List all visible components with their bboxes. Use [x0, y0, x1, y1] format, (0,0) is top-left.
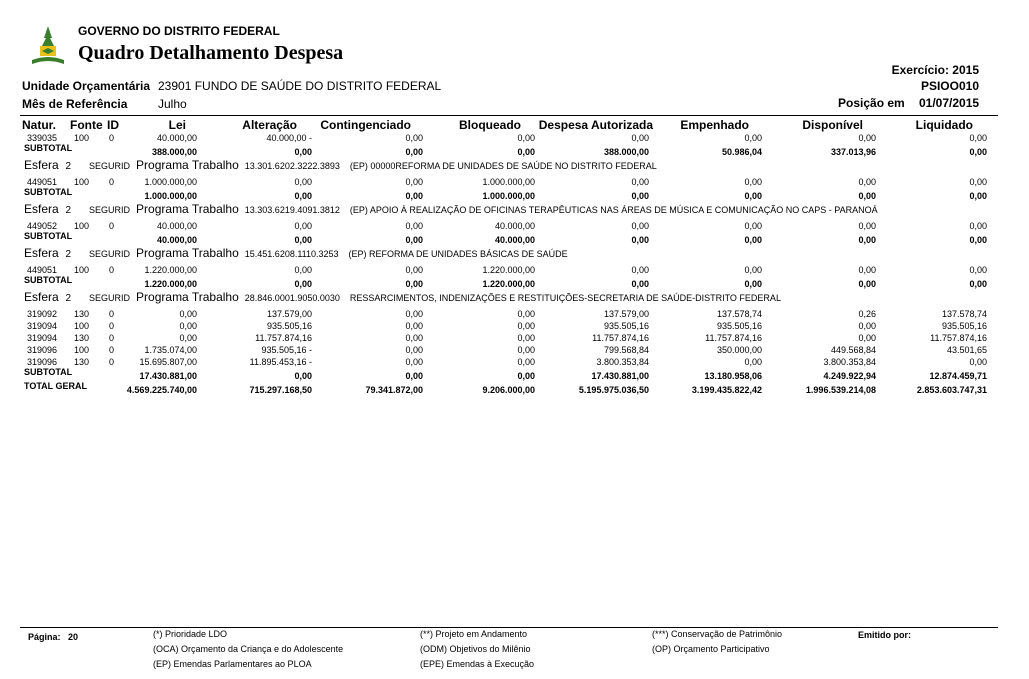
value-cell: 0,00	[858, 333, 876, 343]
value-cell: 0,00	[969, 357, 987, 367]
natur-cell: 319096	[27, 357, 58, 367]
fonte-cell: 100	[74, 321, 90, 331]
id-cell: 0	[109, 221, 115, 231]
posicao-value: 01/07/2015	[919, 96, 980, 110]
value-cell: 350.000,00	[716, 345, 762, 355]
fonte-cell: 130	[74, 333, 90, 343]
total-value: 2.853.603.747,31	[916, 385, 987, 395]
subtotal-value: 0,00	[631, 191, 649, 201]
value-cell: 0,00	[405, 133, 423, 143]
legend-item: (OCA) Orçamento da Criança e do Adolescente	[153, 644, 344, 654]
value-cell: 0,00	[517, 321, 535, 331]
value-cell: 0,00	[631, 177, 649, 187]
value-cell: 0,00	[405, 357, 423, 367]
value-cell: 0,00	[858, 321, 876, 331]
natur-cell: 449052	[27, 221, 58, 231]
value-cell: 137.579,00	[603, 309, 649, 319]
legend-item: (EPE) Emendas à Execução	[420, 659, 535, 669]
subtotal-value: 17.430.881,00	[139, 371, 197, 381]
subtotal-value: 0,00	[969, 147, 987, 157]
subtotal-value: 0,00	[294, 235, 312, 245]
legend-item: (*) Prioridade LDO	[153, 629, 228, 639]
value-cell: 137.578,74	[716, 309, 762, 319]
subtotal-value: 13.180.958,06	[704, 371, 762, 381]
value-cell: 1.000.000,00	[482, 177, 535, 187]
value-cell: 935.505,16	[941, 321, 987, 331]
subtotal-value: 388.000,00	[151, 147, 197, 157]
value-cell: 0,00	[969, 177, 987, 187]
esfera-label: Esfera	[24, 246, 59, 260]
esfera-num: 2	[62, 293, 72, 304]
subtotal-label: SUBTOTAL	[24, 275, 73, 285]
id-cell: 0	[109, 357, 115, 367]
value-cell: 0,00	[405, 333, 423, 343]
subtotal-value: 0,00	[858, 279, 876, 289]
natur-cell: 319094	[27, 321, 58, 331]
value-cell: 40.000,00	[156, 221, 197, 231]
subtotal-label: SUBTOTAL	[24, 231, 73, 241]
subtotal-value: 0,00	[969, 279, 987, 289]
fonte-cell: 130	[74, 309, 90, 319]
gdf-logo	[30, 24, 66, 68]
subtotal-value: 0,00	[294, 191, 312, 201]
subtotal-value: 4.249.922,94	[823, 371, 876, 381]
subtotal-value: 0,00	[969, 235, 987, 245]
value-cell: 11.757.874,16	[705, 333, 762, 343]
subtotal-value: 388.000,00	[603, 147, 649, 157]
natur-cell: 449051	[27, 265, 58, 275]
legend-item: (***) Conservação de Patrimônio	[652, 629, 783, 639]
programa-desc: (EP) REFORMA DE UNIDADES BÁSICAS DE SAÚDE	[348, 249, 568, 259]
value-cell: 0,00	[744, 177, 762, 187]
total-value: 9.206.000,00	[482, 385, 535, 395]
total-value: 3.199.435.822,42	[691, 385, 762, 395]
esfera-row	[24, 202, 878, 216]
value-cell: 0,00	[744, 357, 762, 367]
column-header: Lei	[168, 118, 186, 132]
value-cell: 0,00	[405, 265, 423, 275]
programa-label: Programa Trabalho	[136, 290, 239, 304]
column-header: Bloqueado	[459, 118, 521, 132]
value-cell: 0,00	[405, 309, 423, 319]
emitido-label: Emitido por:	[858, 630, 911, 640]
pagina-value: 20	[68, 632, 79, 642]
subtotal-value: 40.000,00	[156, 235, 197, 245]
mes-label: Mês de Referência	[22, 97, 128, 111]
subtotal-label: SUBTOTAL	[24, 367, 73, 377]
programa-label: Programa Trabalho	[136, 246, 239, 260]
subtotal-value: 0,00	[517, 147, 535, 157]
value-cell: 43.501,65	[946, 345, 987, 355]
column-header: Despesa Autorizada	[538, 118, 653, 132]
esfera-row	[24, 246, 568, 260]
id-cell: 0	[109, 333, 115, 343]
value-cell: 935.505,16	[603, 321, 649, 331]
unidade-label: Unidade Orçamentária	[22, 79, 151, 93]
value-cell: 40.000,00 -	[266, 133, 312, 143]
value-cell: 1.000.000,00	[144, 177, 197, 187]
value-cell: 1.220.000,00	[482, 265, 535, 275]
value-cell: 11.757.874,16	[930, 333, 987, 343]
programa-code: 15.451.6208.1110.3253	[244, 249, 339, 259]
value-cell: 11.757.874,16	[592, 333, 649, 343]
subtotal-value: 0,00	[744, 279, 762, 289]
subtotal-value: 1.220.000,00	[482, 279, 535, 289]
natur-cell: 319096	[27, 345, 58, 355]
value-cell: 0,00	[179, 333, 197, 343]
segment: SEGURID	[89, 161, 131, 171]
value-cell: 1.735.074,00	[144, 345, 197, 355]
value-cell: 0,00	[631, 133, 649, 143]
esfera-row	[24, 158, 657, 172]
value-cell: 40.000,00	[494, 221, 535, 231]
column-header: Fonte	[70, 118, 103, 132]
mes-value: Julho	[158, 97, 187, 111]
subtotal-value: 0,00	[631, 235, 649, 245]
value-cell: 0,00	[179, 309, 197, 319]
programa-label: Programa Trabalho	[136, 158, 239, 172]
report-title: Quadro Detalhamento Despesa	[78, 42, 344, 64]
subtotal-value: 337.013,96	[830, 147, 876, 157]
legend-item: (OP) Orçamento Participativo	[652, 644, 770, 654]
value-cell: 11.895.453,16 -	[249, 357, 312, 367]
org-name: GOVERNO DO DISTRITO FEDERAL	[78, 24, 280, 38]
esfera-label: Esfera	[24, 158, 59, 172]
value-cell: 0,00	[405, 177, 423, 187]
value-cell: 0,00	[517, 133, 535, 143]
value-cell: 0,00	[744, 221, 762, 231]
value-cell: 0,00	[858, 133, 876, 143]
subtotal-value: 0,00	[969, 191, 987, 201]
value-cell: 0,00	[631, 265, 649, 275]
total-value: 79.341.872,00	[365, 385, 423, 395]
column-header: ID	[107, 118, 119, 132]
value-cell: 0,00	[858, 265, 876, 275]
subtotal-value: 0,00	[294, 279, 312, 289]
subtotal-value: 1.000.000,00	[144, 191, 197, 201]
subtotal-value: 1.220.000,00	[144, 279, 197, 289]
esfera-num: 2	[62, 249, 72, 260]
legend-item: (EP) Emendas Parlamentares ao PLOA	[153, 659, 312, 669]
total-value: 715.297.168,50	[249, 385, 312, 395]
value-cell: 0,00	[744, 133, 762, 143]
subtotal-value: 0,00	[294, 147, 312, 157]
value-cell: 3.800.353,84	[823, 357, 876, 367]
total-label: TOTAL GERAL	[24, 381, 87, 391]
footer-rule	[20, 627, 998, 628]
value-cell: 11.757.874,16	[255, 333, 312, 343]
subtotal-value: 0,00	[405, 279, 423, 289]
value-cell: 0,00	[294, 265, 312, 275]
column-header: Disponível	[802, 118, 863, 132]
subtotal-value: 0,00	[858, 235, 876, 245]
value-cell: 0,00	[405, 345, 423, 355]
value-cell: 0,00	[405, 221, 423, 231]
header-rule	[20, 115, 998, 116]
subtotal-value: 0,00	[294, 371, 312, 381]
id-cell: 0	[109, 309, 115, 319]
programa-code: 28.846.0001.9050.0030	[244, 293, 340, 303]
subtotal-value: 0,00	[744, 191, 762, 201]
programa-desc: (EP) 00000REFORMA DE UNIDADES DE SAÚDE NO DISTRITO FEDERAL	[349, 161, 657, 171]
fonte-cell: 100	[74, 221, 90, 231]
fonte-cell: 100	[74, 265, 90, 275]
column-header: Empenhado	[680, 118, 749, 132]
subtotal-value: 40.000,00	[494, 235, 535, 245]
natur-cell: 449051	[27, 177, 58, 187]
value-cell: 935.505,16	[266, 321, 312, 331]
total-value: 4.569.225.740,00	[126, 385, 197, 395]
total-value: 1.996.539.214,08	[805, 385, 876, 395]
value-cell: 3.800.353,84	[596, 357, 649, 367]
column-header: Alteração	[242, 118, 297, 132]
segment: SEGURID	[89, 293, 131, 303]
esfera-num: 2	[62, 205, 72, 216]
value-cell: 0,00	[969, 221, 987, 231]
subtotal-value: 0,00	[631, 279, 649, 289]
value-cell: 0,00	[858, 177, 876, 187]
column-header: Liquidado	[915, 118, 973, 132]
value-cell: 0,00	[969, 133, 987, 143]
value-cell: 137.579,00	[266, 309, 312, 319]
value-cell: 0,00	[517, 345, 535, 355]
value-cell: 0,00	[517, 309, 535, 319]
value-cell: 0,00	[517, 357, 535, 367]
subtotal-value: 12.874.459,71	[929, 371, 987, 381]
value-cell: 799.568,84	[603, 345, 649, 355]
id-cell: 0	[109, 133, 115, 143]
id-cell: 0	[109, 321, 115, 331]
programa-code: 13.301.6202.3222.3893	[244, 161, 340, 171]
value-cell: 0,00	[858, 221, 876, 231]
id-cell: 0	[109, 345, 115, 355]
value-cell: 935.505,16	[716, 321, 762, 331]
subtotal-value: 0,00	[517, 371, 535, 381]
value-cell: 0,00	[294, 177, 312, 187]
programa-label: Programa Trabalho	[136, 202, 239, 216]
subtotal-value: 0,00	[405, 147, 423, 157]
subtotal-value: 1.000.000,00	[482, 191, 535, 201]
subtotal-label: SUBTOTAL	[24, 143, 73, 153]
fonte-cell: 100	[74, 177, 90, 187]
subtotal-value: 17.430.881,00	[591, 371, 649, 381]
subtotal-label: SUBTOTAL	[24, 187, 73, 197]
esfera-label: Esfera	[24, 202, 59, 216]
subtotal-value: 0,00	[405, 371, 423, 381]
value-cell: 0,00	[294, 221, 312, 231]
exercicio: Exercício: 2015	[891, 63, 979, 77]
programa-desc: (EP) APOIO À REALIZAÇÃO DE OFICINAS TERAPÊUTICAS NAS ÁREAS DE MÚSICA E COMUNICAÇÃO NO CAPS - PARANOÁ	[349, 205, 878, 215]
subtotal-value: 0,00	[405, 191, 423, 201]
column-header: Natur.	[22, 118, 57, 132]
subtotal-value: 0,00	[858, 191, 876, 201]
value-cell: 15.695.807,00	[139, 357, 197, 367]
legend-item: (**) Projeto em Andamento	[420, 629, 528, 639]
programa-code: 13.303.6219.4091.3812	[244, 205, 340, 215]
value-cell: 0,00	[179, 321, 197, 331]
value-cell: 449.568,84	[830, 345, 876, 355]
subtotal-value: 0,00	[405, 235, 423, 245]
posicao-label: Posição em	[838, 96, 905, 110]
fonte-cell: 100	[74, 345, 90, 355]
natur-cell: 339035	[27, 133, 58, 143]
subtotal-value: 50.986,04	[721, 147, 762, 157]
value-cell: 137.578,74	[941, 309, 987, 319]
esfera-row	[24, 290, 781, 304]
esfera-label: Esfera	[24, 290, 59, 304]
value-cell: 1.220.000,00	[144, 265, 197, 275]
id-cell: 0	[109, 265, 115, 275]
column-header: Contingenciado	[320, 118, 411, 132]
fonte-cell: 100	[74, 133, 90, 143]
legend-item: (ODM) Objetivos do Milênio	[420, 644, 531, 654]
value-cell: 0,00	[631, 221, 649, 231]
value-cell: 935.505,16 -	[261, 345, 312, 355]
value-cell: 40.000,00	[156, 133, 197, 143]
programa-desc: RESSARCIMENTOS, INDENIZAÇÕES E RESTITUIÇÕES-SECRETARIA DE SAÚDE-DISTRITO FEDERAL	[349, 293, 781, 303]
value-cell: 0,00	[744, 265, 762, 275]
report-code: PSIOO010	[920, 79, 979, 93]
segment: SEGURID	[89, 249, 131, 259]
value-cell: 0,00	[969, 265, 987, 275]
value-cell: 0,00	[405, 321, 423, 331]
natur-cell: 319092	[27, 309, 58, 319]
segment: SEGURID	[89, 205, 131, 215]
subtotal-value: 0,00	[744, 235, 762, 245]
natur-cell: 319094	[27, 333, 58, 343]
value-cell: 0,26	[858, 309, 876, 319]
unidade-value: 23901 FUNDO DE SAÚDE DO DISTRITO FEDERAL	[158, 79, 442, 93]
id-cell: 0	[109, 177, 115, 187]
fonte-cell: 130	[74, 357, 90, 367]
total-value: 5.195.975.036,50	[578, 385, 649, 395]
value-cell: 0,00	[517, 333, 535, 343]
pagina-label: Página:	[28, 632, 61, 642]
esfera-num: 2	[62, 161, 72, 172]
